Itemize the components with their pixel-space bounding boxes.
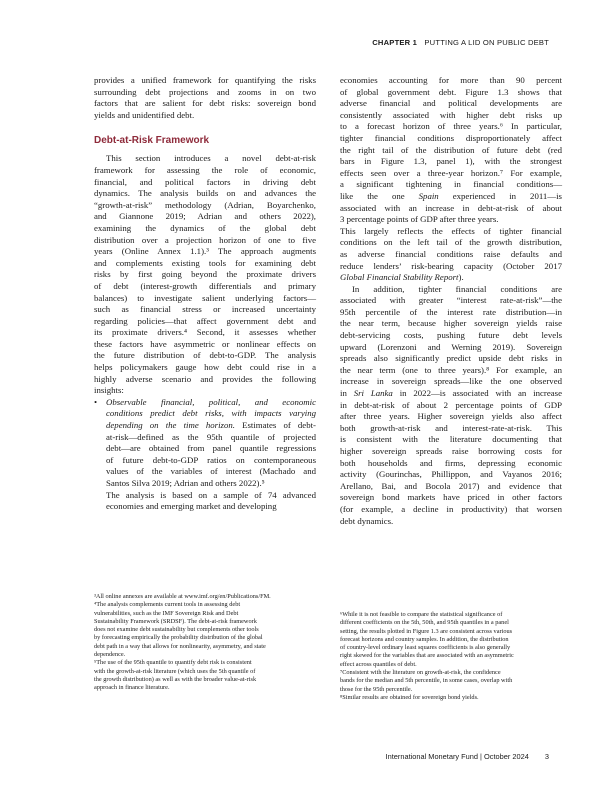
text-line: surrounding debt projections and zooms in on two — [94, 86, 316, 97]
text-line: debt dynamics. — [340, 515, 394, 526]
publication-line: International Monetary Fund | October 2024 — [385, 752, 529, 761]
text-line: distribution over a projection horizon of one to five — [94, 234, 316, 245]
page-number: 3 — [544, 752, 549, 761]
text-line: 3 percentage points of GDP after three years. — [340, 214, 499, 225]
text-line: spreads also significantly predict upside debt risks in — [340, 353, 562, 364]
text-line: The analysis is based on a sample of 74 advanced — [106, 489, 316, 500]
footnote-line: dependence. — [94, 651, 126, 659]
text-line: bars in Figure 1.3, panel 1), with the strongest — [340, 156, 562, 167]
footnote-line: does not examine debt sustainability but complements other tools — [94, 626, 259, 634]
text-line: insights: — [94, 385, 124, 396]
text-line: the near term, because higher sovereign yields raise — [340, 318, 562, 329]
footnote-line: with the growth-at-risk literature (which uses the 5th quantile of — [94, 667, 256, 675]
text-line: This largely reflects the effects of tighter financial — [340, 225, 562, 236]
footnotes-left — [94, 593, 316, 693]
body-paragraph — [340, 75, 562, 284]
text-line: of global government debt. Figure 1.3 shows that — [340, 86, 562, 97]
body-paragraph — [94, 153, 316, 396]
text-line: dynamics. The analysis builds on and advances the — [94, 188, 316, 199]
text-line: of debt (interest-growth differentials and primary — [94, 280, 316, 291]
footnote-line: ⁷Consistent with the literature on growth-at-risk, the confidence — [340, 669, 501, 677]
text-line: at-risk—defined as the 95th quantile of projected — [106, 431, 316, 442]
text-line: provides a unified framework for quantifying the risks — [94, 75, 316, 85]
text-line: helps policymakers gauge how debt could rise in a — [94, 362, 316, 373]
intro-paragraph — [94, 75, 316, 121]
text-line: associated with greater “interest rate-at-risk”—the — [340, 295, 562, 306]
text-line: factors that are salient for debt risks: sovereign bond — [94, 98, 316, 109]
footnote-line: bands for the median and 5th percentile, in some cases, overlap with — [340, 677, 513, 685]
text-line: highly adverse scenario and provides the following — [94, 373, 316, 384]
country-spain: Spain — [418, 190, 439, 201]
bullet-text — [94, 397, 316, 513]
running-head — [372, 38, 549, 47]
footnote-line: different coefficients on the 5th, 50th, and 95th quantiles in a panel — [340, 619, 509, 627]
text-line: Santos Silva 2019; Adrian and others 2022).⁵ — [106, 478, 265, 488]
text-line: to a forecast horizon of three years.⁶ In particular, — [340, 121, 562, 132]
country-sri-lanka: Sri Lanka — [353, 388, 393, 399]
footnote-line: those for the 95th percentile. — [340, 685, 413, 693]
footnote-line: effect across quantiles of debt. — [340, 660, 417, 668]
text-line: and Giannone 2019; Adrian and others 2022), — [94, 211, 316, 222]
text-line: a significant tightening in financial conditions— — [340, 179, 562, 190]
text-line: adverse financial and political developments are — [340, 98, 562, 109]
text-line: values of the variables of interest (Machado and — [106, 466, 316, 477]
text-line: activity (Gourinchas, Phillippon, and Vayanos 2016; — [340, 469, 562, 480]
footnote-line: by forecasting empirically the probability distribution of the global — [94, 634, 263, 642]
text-line: Global Financial Stability Report). — [340, 272, 464, 283]
text-line: balances) to investigate salient underlying factors— — [94, 292, 316, 303]
text-line: the near term (one to three years).⁸ For example, an — [340, 364, 562, 375]
text-line: 95th percentile of the interest rate distribution—in — [340, 306, 562, 317]
text-line: financial, and political factors in driving debt — [94, 176, 316, 187]
text-line: after three years. Higher sovereign yields also affect — [340, 411, 562, 422]
text-line: the right tail of the distribution of future debt (red — [340, 144, 562, 155]
text-line: upward (Lorenzoni and Werning 2019). Sovereign — [340, 341, 562, 352]
text-line: effects seen over a three-year horizon.⁷ For example, — [340, 167, 562, 178]
report-title: Global Financial Stability Report — [340, 272, 459, 283]
text-line: economies and emerging market and developing — [106, 501, 277, 512]
footnote-line: debt path in a way that allows for nonlinearity, asymmetry, and state — [94, 642, 266, 650]
text-line: its proximate drivers.⁴ Second, it assesses whether — [94, 327, 316, 338]
text-line: depending on the time horizon. Estimates of debt- — [106, 420, 316, 431]
footnote-line: right skewed for the variables that are associated with an asymmetric — [340, 652, 514, 660]
text-line: years (Online Annex 1.1).³ The approach augments — [94, 246, 316, 257]
text-line: economies accounting for more than 90 percent — [340, 75, 562, 85]
section-heading: Debt-at-Risk Framework — [94, 135, 210, 147]
text-line: examining the dynamics of the global debt — [94, 222, 316, 233]
text-line: regarding policies—that affect government debt and — [94, 315, 316, 326]
text-line: framework for assessing the role of economic, — [94, 164, 316, 175]
text-line: debt-servicing costs, pushing future debt levels — [340, 330, 562, 341]
text-line: higher sovereign spreads raise borrowing costs for — [340, 446, 562, 456]
text-line: is consistent with the literature documenting that — [340, 434, 562, 445]
text-line: “growth-at-risk” methodology (Adrian, Boyarchenko, — [94, 199, 316, 210]
chapter-title: PUTTING A LID ON PUBLIC DEBT — [424, 38, 549, 47]
footnote-line: setting, the results plotted in Figure 1.3 are consistent across various — [340, 627, 513, 635]
text-line: Observable financial, political, and economic — [106, 396, 316, 407]
footnote-line: approach in finance literature. — [94, 684, 170, 692]
right-column — [340, 75, 562, 527]
bullet-item — [94, 397, 316, 513]
footnote-line: vulnerabilities, such as the IMF Sovereign Risk and Debt — [94, 609, 239, 617]
text-line: (for example, a decline in productivity) that worsen — [340, 503, 562, 514]
text-line: sovereign bond markets have priced in other factors — [340, 492, 562, 503]
text-line: conditions on the left tail of the growth distribution, — [340, 237, 562, 248]
text-line: and complements existing tools for examining debt — [94, 257, 316, 268]
chapter-label: CHAPTER 1 — [372, 38, 418, 47]
text-line: This section introduces a novel debt-at-risk — [106, 153, 316, 164]
footnote-line: ⁴The analysis complements current tools in assessing debt — [94, 601, 241, 609]
text-line: in Sri Lanka in 2022—is associated with an increase — [340, 388, 562, 399]
text-line: consistently associated with higher debt risks up — [340, 109, 562, 120]
text-line: conditions predict debt risks, with impacts varying — [106, 408, 316, 419]
text-line: reduce lenders’ risk-bearing capacity (October 2017 — [340, 260, 562, 271]
footnote-line: ⁶While it is not feasible to compare the statistical significance of — [340, 611, 503, 618]
text-line: the future distribution of debt-to-GDP. The analysis — [94, 350, 316, 361]
text-line: risks by first going beyond the proximate drivers — [94, 269, 316, 280]
footnotes-right — [340, 611, 562, 702]
text-line: these factors have asymmetric or nonlinear effects on — [94, 338, 316, 349]
text-line: in debt-at-risk of about 2 percentage points of GDP — [340, 399, 562, 410]
bullet-marker: • — [94, 396, 98, 407]
left-column — [94, 75, 316, 513]
footnote-line: forecast horizons and country samples. In addition, the distribution — [340, 635, 509, 643]
footnote-line: ³All online annexes are available at www.imf.org/en/Publications/FM. — [94, 593, 271, 600]
text-line: both growth-at-risk and interest-rate-at-risk. This — [340, 422, 562, 433]
bullet-lead-end: depending on the time horizon. — [106, 420, 235, 431]
text-line: debt—are obtained from panel quantile regressions — [106, 443, 316, 454]
text-line: such as financial stress or increased uncertainty — [94, 304, 316, 315]
footnote-line: ⁸Similar results are obtained for sovereign bond yields. — [340, 693, 479, 701]
page-footer — [386, 752, 549, 761]
text-line: associated with an increase in debt-at-risk of about — [340, 202, 562, 213]
text-line: like the one Spain experienced in 2011—is — [340, 190, 562, 201]
text-line: of future debt-to-GDP ratios on contemporaneous — [106, 454, 316, 465]
text-line: tighter financial conditions disproportionately affect — [340, 132, 562, 143]
text-line: Arellano, Bai, and Bocola 2017) and evidence that — [340, 480, 562, 491]
text-line: as adverse financial conditions raise defaults and — [340, 248, 562, 259]
text-line: In addition, tighter financial conditions are — [352, 283, 562, 294]
footnote-line: Sustainability Framework (SRDSF). The debt-at-risk framework — [94, 617, 257, 625]
text-line: both households and firms, depressing economic — [340, 457, 562, 468]
body-paragraph — [340, 284, 562, 527]
text-line: yields and unidentified debt. — [94, 109, 195, 120]
footnote-line: ⁵The use of the 95th quantile to quantify debt risk is consistent — [94, 659, 252, 667]
footnote-line: of country-level ordinary least squares coefficients is also generally — [340, 644, 511, 652]
text-line: increase in sovereign spreads—like the one observed — [340, 376, 562, 387]
footnote-line: the growth distribution) as well as with the broader value-at-risk — [94, 675, 257, 683]
